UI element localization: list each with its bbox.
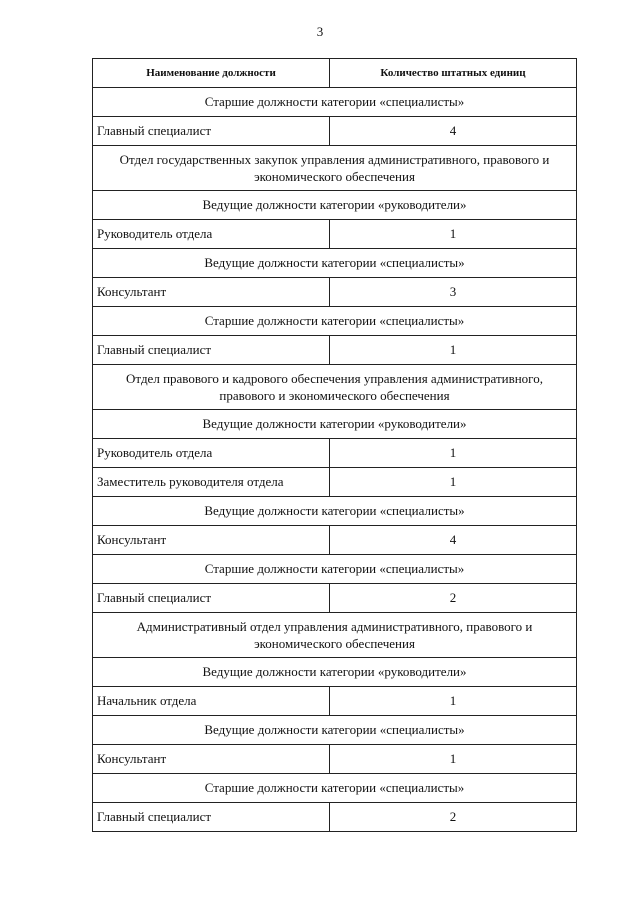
header-staff-count: Количество штатных единиц xyxy=(330,59,577,88)
section-row xyxy=(93,88,577,117)
staff-count: 1 xyxy=(330,439,577,468)
staff-count: 2 xyxy=(330,803,577,832)
table-row xyxy=(93,468,577,497)
table-row xyxy=(93,439,577,468)
section-title: Ведущие должности категории «руководители» xyxy=(93,410,577,439)
table-body xyxy=(93,88,577,832)
section-title: Старшие должности категории «специалисты» xyxy=(93,774,577,803)
staff-count: 1 xyxy=(330,468,577,497)
staff-count: 2 xyxy=(330,584,577,613)
table-row xyxy=(93,220,577,249)
table-row xyxy=(93,803,577,832)
table-row xyxy=(93,117,577,146)
staff-count: 1 xyxy=(330,220,577,249)
staff-table xyxy=(92,58,577,832)
position-name: Главный специалист xyxy=(93,803,330,832)
section-title: Ведущие должности категории «специалисты» xyxy=(93,716,577,745)
staff-count: 4 xyxy=(330,117,577,146)
position-name: Консультант xyxy=(93,745,330,774)
header-position-name: Наименование должности xyxy=(93,59,330,88)
position-name: Руководитель отдела xyxy=(93,439,330,468)
staff-count: 1 xyxy=(330,336,577,365)
section-row xyxy=(93,365,577,410)
section-title: Административный отдел управления административного, правового и экономического обеспечения xyxy=(93,613,577,658)
section-title: Ведущие должности категории «специалисты» xyxy=(93,497,577,526)
section-row xyxy=(93,146,577,191)
section-row xyxy=(93,307,577,336)
staff-count: 4 xyxy=(330,526,577,555)
section-row xyxy=(93,410,577,439)
section-title: Отдел правового и кадрового обеспечения управления административного, правового и экономического обеспечения xyxy=(93,365,577,410)
position-name: Консультант xyxy=(93,278,330,307)
table-row xyxy=(93,336,577,365)
table-row xyxy=(93,687,577,716)
page-number: 3 xyxy=(316,24,324,39)
section-row xyxy=(93,658,577,687)
table-header-row xyxy=(93,59,577,88)
staff-count: 1 xyxy=(330,745,577,774)
position-name: Руководитель отдела xyxy=(93,220,330,249)
section-title: Ведущие должности категории «руководители» xyxy=(93,191,577,220)
section-title: Ведущие должности категории «руководители» xyxy=(93,658,577,687)
position-name: Главный специалист xyxy=(93,336,330,365)
section-row xyxy=(93,774,577,803)
section-title: Ведущие должности категории «специалисты» xyxy=(93,249,577,278)
position-name: Главный специалист xyxy=(93,584,330,613)
section-title: Старшие должности категории «специалисты» xyxy=(93,88,577,117)
section-row xyxy=(93,249,577,278)
position-name: Заместитель руководителя отдела xyxy=(93,468,330,497)
section-title: Отдел государственных закупок управления административного, правового и экономического обеспечения xyxy=(93,146,577,191)
staff-count: 3 xyxy=(330,278,577,307)
table-row xyxy=(93,745,577,774)
section-title: Старшие должности категории «специалисты» xyxy=(93,555,577,584)
table-row xyxy=(93,278,577,307)
section-row xyxy=(93,613,577,658)
position-name: Главный специалист xyxy=(93,117,330,146)
staff-count: 1 xyxy=(330,687,577,716)
table-row xyxy=(93,526,577,555)
section-row xyxy=(93,191,577,220)
section-row xyxy=(93,497,577,526)
position-name: Начальник отдела xyxy=(93,687,330,716)
table-row xyxy=(93,584,577,613)
section-title: Старшие должности категории «специалисты» xyxy=(93,307,577,336)
position-name: Консультант xyxy=(93,526,330,555)
section-row xyxy=(93,555,577,584)
section-row xyxy=(93,716,577,745)
